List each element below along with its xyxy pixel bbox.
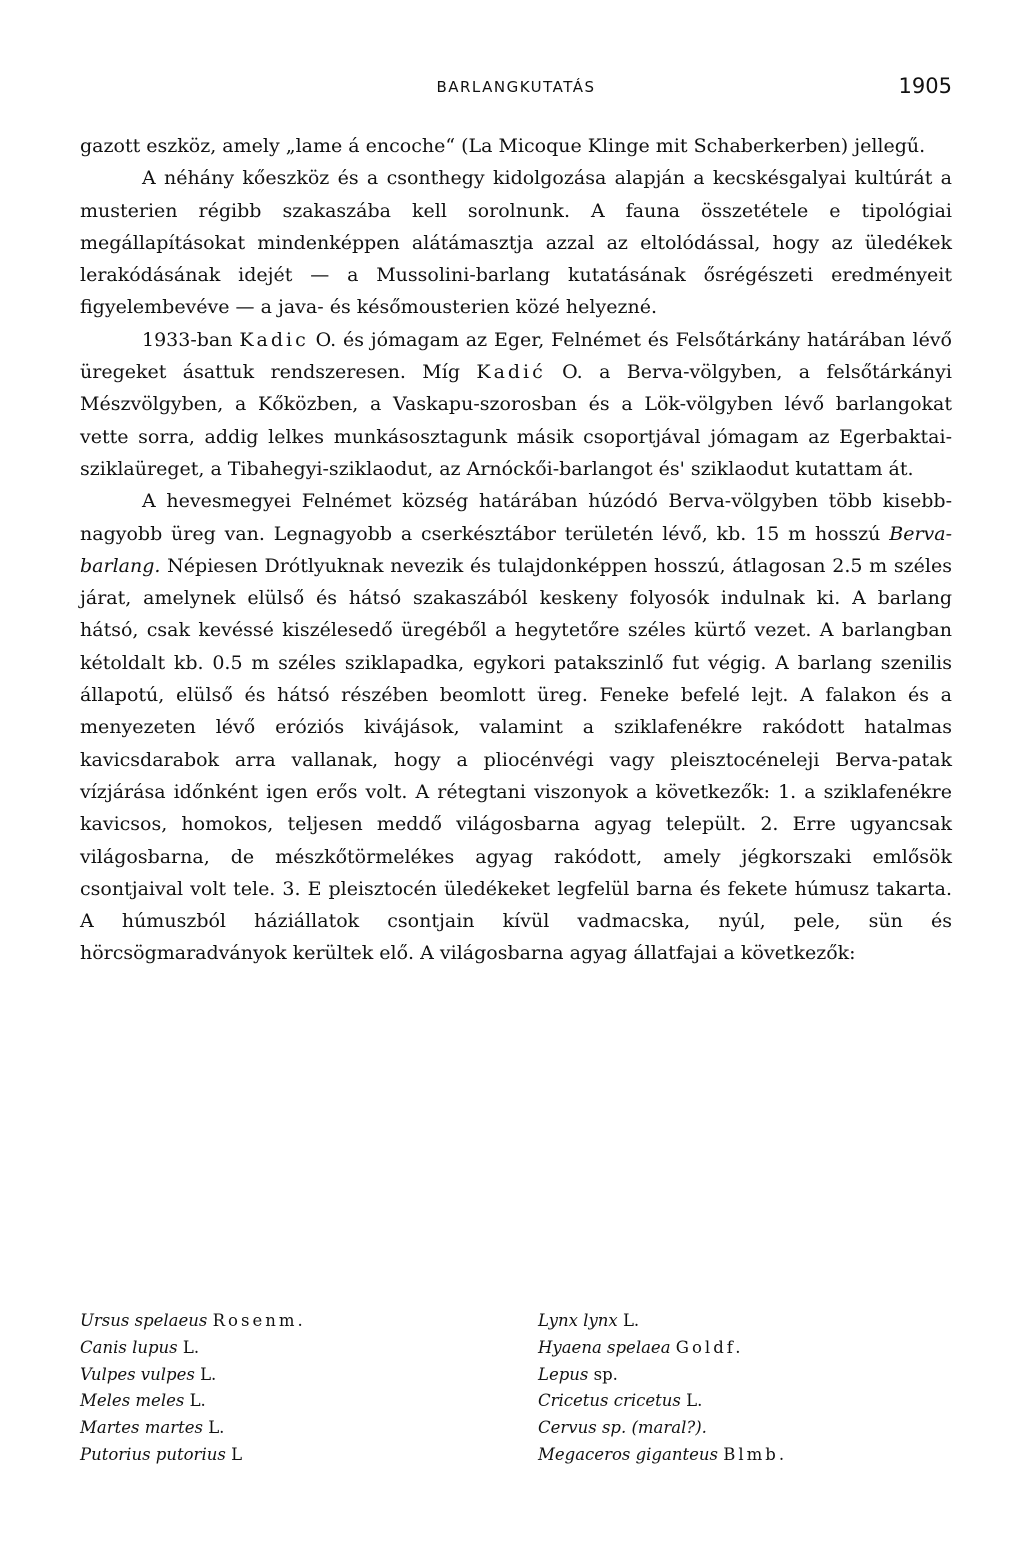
paragraph-kecskesgalya: A néhány kőeszköz és a csonthegy kidolgozása alapján a kecskésgalyai kultúrát a musterien régibb szakaszába kell sorolnunk. A fauna összetétele e tipológiai megállapításokat mindenképpen alátámasztja azzal az eltolódással, hogy az üledékek lerakódásának idejét — a Mussolini-barlang kutatásának ősrégészeti eredményeit figyelembevéve — a java- és későmousterien közé helyezné.	[80, 167, 952, 319]
species-item	[80, 1415, 306, 1442]
species-author: sp.	[593, 1364, 618, 1384]
species-name: Megaceros giganteus	[538, 1444, 718, 1464]
species-author: L.	[686, 1391, 703, 1411]
species-author: L.	[189, 1391, 206, 1411]
paragraph-text: O. a Berva-völgyben, a felsőtárkányi Mészvölgyben, a Kőközben, a Vaskapu-szorosban és a Lök-völgyben lévő barlangokat vette sorra, addig lelkes munkásosztagunk másik csoportjával jómagam az Egerbaktai-sziklaüreget, a Tibahegyi-sziklaodut, az Arnóckői-barlangot és' sziklaodut kutattam át.	[80, 361, 952, 480]
species-item	[538, 1335, 787, 1362]
species-column-left	[80, 1308, 306, 1469]
species-author: L.	[622, 1311, 640, 1330]
species-name: Lynx lynx	[538, 1311, 618, 1330]
species-author: Blmb.	[723, 1444, 788, 1464]
paragraph-berva-cave	[80, 485, 952, 969]
paragraph-excavations	[80, 324, 952, 485]
species-name: Canis lupus	[80, 1337, 178, 1357]
species-item	[538, 1362, 787, 1389]
species-author: L.	[208, 1418, 225, 1438]
running-title: BARLANGKUTATÁS	[436, 78, 596, 96]
species-name: Putorius putorius	[80, 1444, 226, 1464]
paragraph-continuation: gazott eszköz, amely „lame á encoche“ (La Micoque Klinge mit Schaberkerben) jellegű.	[80, 135, 926, 157]
species-name: Cricetus cricetus	[538, 1391, 681, 1411]
species-name: Hyaena spelaea	[538, 1337, 671, 1357]
cave-name: Berva-barlang.	[80, 522, 953, 577]
species-item	[80, 1335, 306, 1362]
species-name: Ursus spelaeus	[80, 1311, 208, 1330]
species-name: Martes martes	[80, 1418, 203, 1438]
paragraph-text: O. és jómagam az Eger, Felnémet és Felsőtárkány határában lévő üregeket ásattuk rendszeresen. Míg	[80, 328, 952, 384]
species-name: Vulpes vulpes	[80, 1364, 195, 1384]
species-name: Lepus	[538, 1364, 589, 1384]
species-column-right	[538, 1308, 787, 1469]
species-author: Rosenm.	[212, 1311, 306, 1330]
species-author: L.	[182, 1337, 200, 1357]
page-header	[80, 74, 952, 104]
species-author: Goldf.	[675, 1337, 744, 1357]
author-kadic-2: Kadić	[476, 361, 546, 384]
year-text: 1933-ban	[142, 328, 233, 351]
species-name: Cervus	[538, 1418, 597, 1438]
species-item	[80, 1308, 306, 1335]
species-author: sp. (maral?).	[601, 1418, 707, 1438]
species-item	[538, 1388, 787, 1415]
species-item	[80, 1388, 306, 1415]
species-author: L	[231, 1444, 243, 1464]
species-author: L.	[200, 1364, 217, 1384]
species-item	[538, 1415, 787, 1442]
paragraph-text: Népiesen Drótlyuknak nevezik és tulajdonképpen hosszú, átlagosan 2.5 m széles járat, amelynek elülső és hátsó szakaszából keskeny folyosók indulnak ki. A barlang hátsó, csak kevéssé kiszélesedő üregéből a hegytetőre széles kürtő vezet. A barlangban kétoldalt kb. 0.5 m széles sziklapadka, egykori patakszinlő fut végig. A barlang szenilis állapotú, elülső és hátsó részében beomlott üreg. Feneke befelé lejt. A falakon és a menyezeten lévő eróziós kivájások, valamint a sziklafenékre rakódott hatalmas kavicsdarabok arra vallanak, hogy a pliocénvégi vagy pleisztocéneleji Berva-patak vízjárása időnként igen erős volt. A rétegtani viszonyok a következők: 1. a sziklafenékre kavicsos, homokos, teljesen meddő világosbarna agyag települt. 2. Erre ugyancsak világosbarna, de mészkőtörmelékes agyag rakódott, amely jégkorszaki emlősök csontjaival volt tele. 3. E pleisztocén üledékeket legfelül barna és fekete húmusz takarta. A húmuszból háziállatok csontjain kívül vadmacska, nyúl, pele, sün és hörcsögmaradványok kerültek elő. A világosbarna agyag állatfajai a következők:	[80, 554, 952, 965]
body-text	[80, 130, 952, 970]
paragraph-text: A hevesmegyei Felnémet község határában húzódó Berva-völgyben több kisebb-nagyobb üreg van. Legnagyobb a cserkésztábor területén lévő, kb. 15 m hosszú	[80, 490, 952, 545]
species-item	[538, 1442, 787, 1469]
species-item	[80, 1442, 306, 1469]
page-number: 1905	[898, 74, 952, 98]
author-kadic: Kadic	[239, 328, 309, 351]
species-name: Meles meles	[80, 1391, 185, 1411]
species-item	[538, 1308, 787, 1335]
species-item	[80, 1362, 306, 1389]
